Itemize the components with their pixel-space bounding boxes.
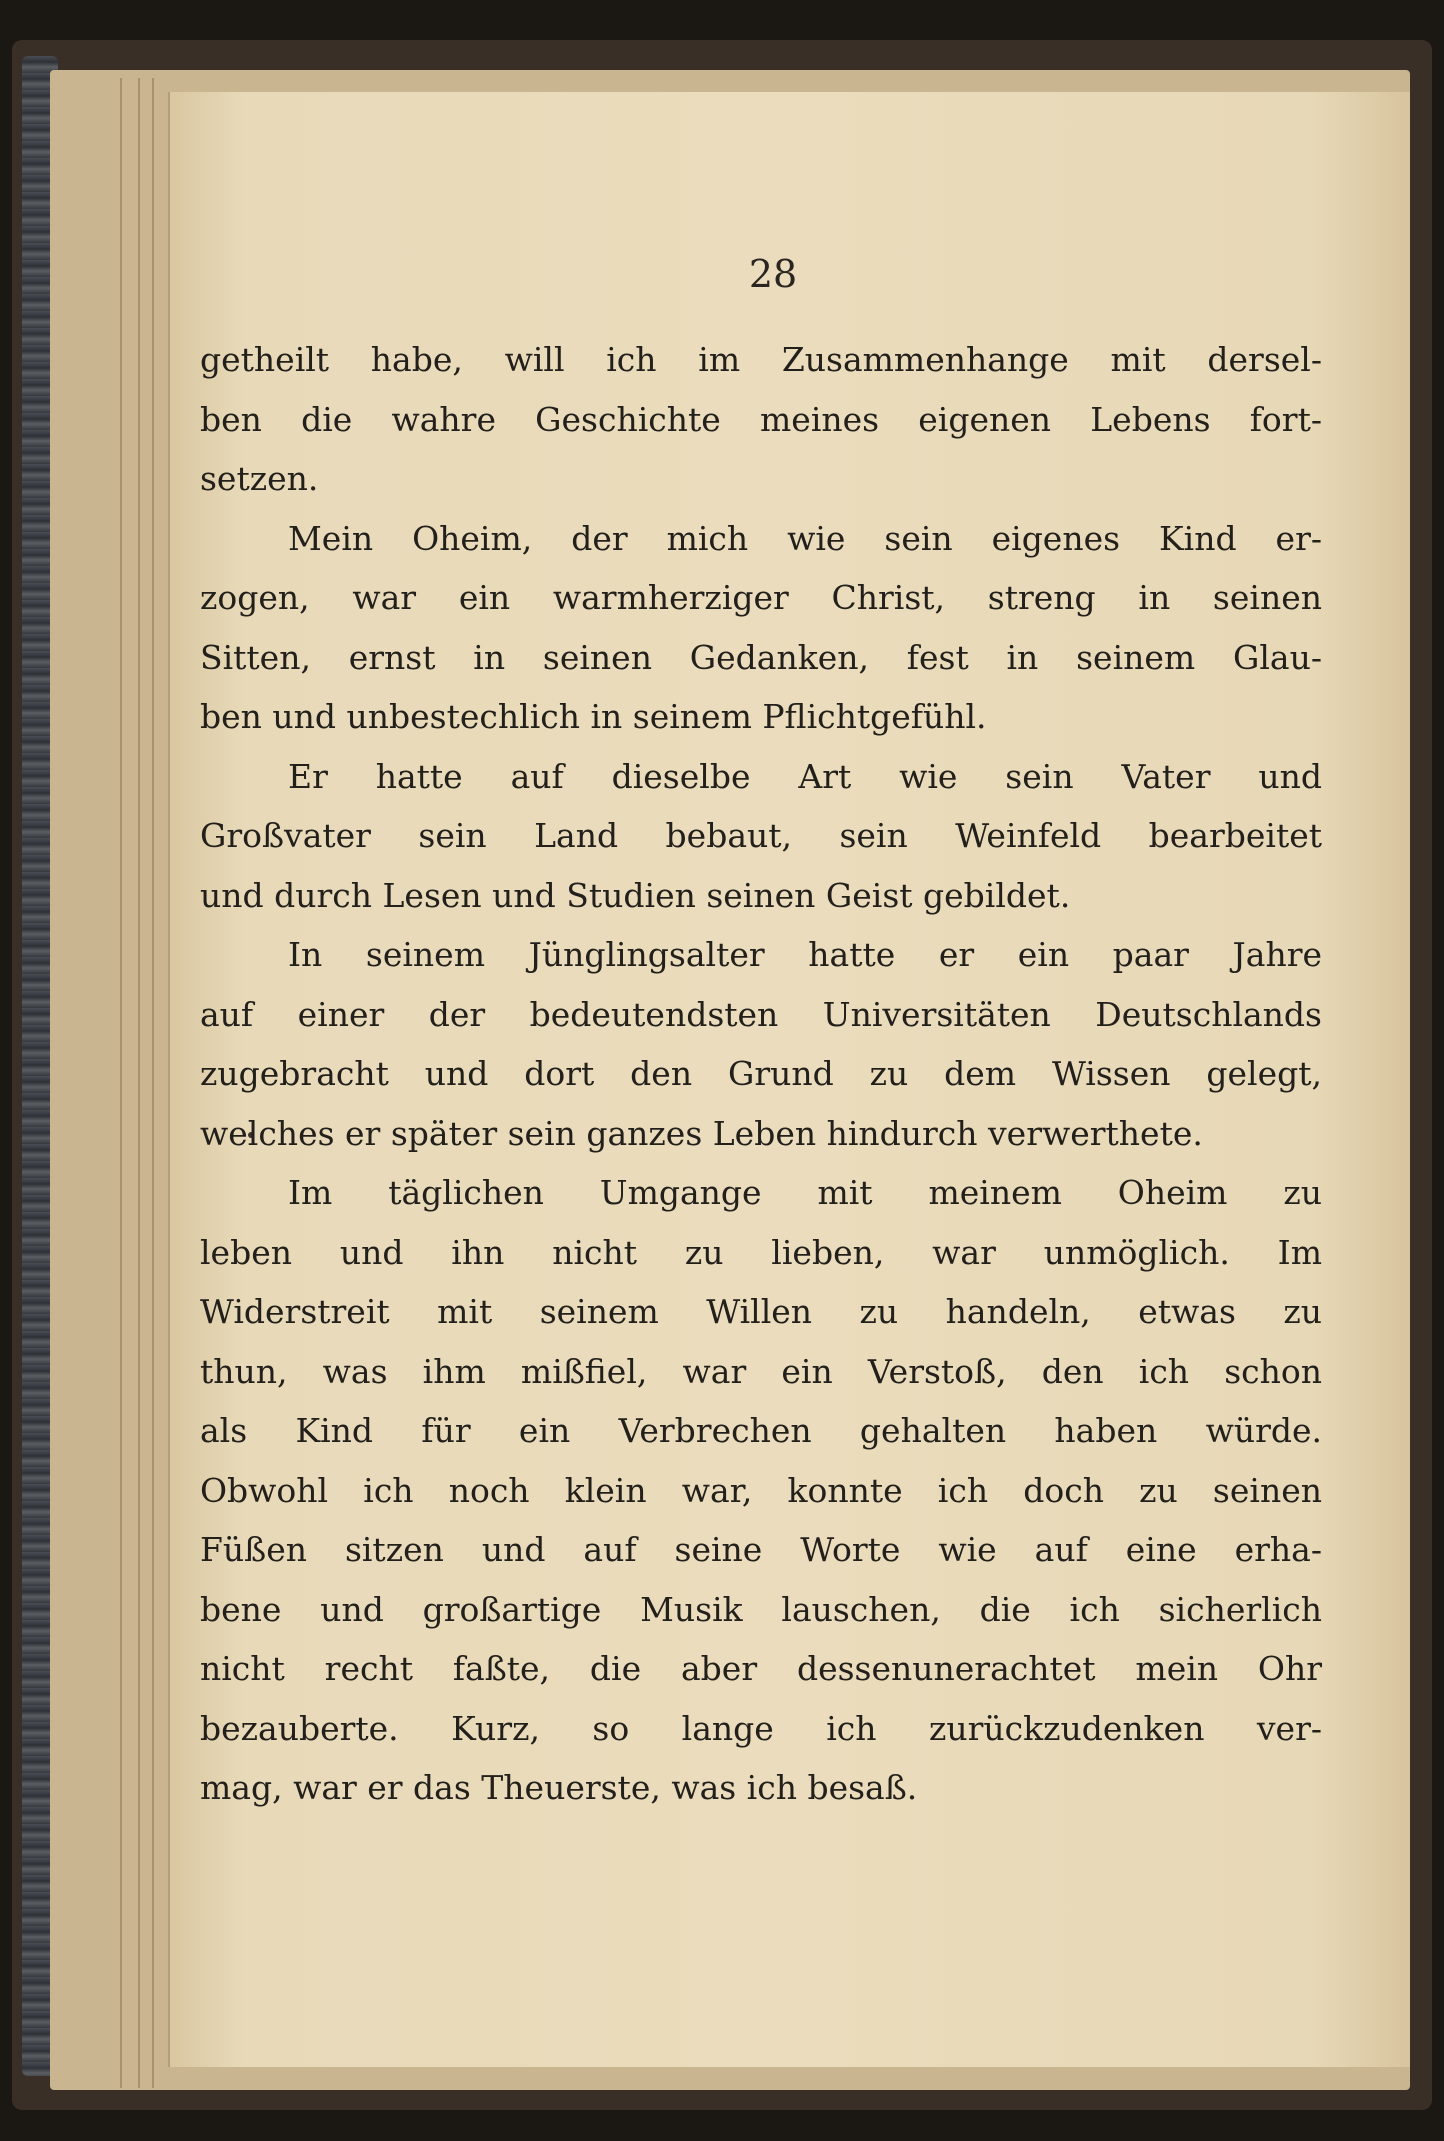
- text-line: welches er später sein ganzes Leben hindurch verwerthete.: [200, 1113, 1203, 1153]
- text-line: thun, was ihm mißfiel, war ein Verstoß, den ich schon: [200, 1351, 1322, 1391]
- text-line: Mein Oheim, der mich wie sein eigenes Kind er-: [288, 518, 1322, 558]
- text-line: Er hatte auf dieselbe Art wie sein Vater und: [288, 756, 1322, 796]
- text-line: ben und unbestechlich in seinem Pflichtgefühl.: [200, 697, 987, 736]
- text-line: bezauberte. Kurz, so lange ich zurückzudenken ver-: [200, 1708, 1322, 1748]
- text-line: Widerstreit mit seinem Willen zu handeln, etwas zu: [200, 1292, 1322, 1331]
- page-edge-line: [152, 78, 154, 2088]
- text-line: setzen.: [200, 459, 319, 498]
- text-line: zugebracht und dort den Grund zu dem Wissen gelegt,: [200, 1054, 1322, 1093]
- text-line: und durch Lesen und Studien seinen Geist gebildet.: [200, 875, 1071, 915]
- text-line: Sitten, ernst in seinen Gedanken, fest in seinem Glau-: [200, 637, 1322, 677]
- text-line: leben und ihn nicht zu lieben, war unmöglich. Im: [200, 1232, 1322, 1272]
- text-line: getheilt habe, will ich im Zusammenhange mit dersel-: [200, 340, 1322, 379]
- text-line: zogen, war ein warmherziger Christ, streng in seinen: [200, 578, 1322, 617]
- page-text: [200, 330, 1322, 1818]
- page-edge-line: [120, 78, 122, 2088]
- text-line: nicht recht faßte, die aber dessenunerachtet mein Ohr: [200, 1649, 1322, 1688]
- text-line: als Kind für ein Verbrechen gehalten haben würde.: [200, 1411, 1322, 1450]
- text-line: ben die wahre Geschichte meines eigenen Lebens fort-: [200, 399, 1322, 439]
- page-number: 28: [748, 252, 798, 296]
- page-edge-line: [138, 78, 140, 2088]
- text-line: mag, war er das Theuerste, was ich besaß.: [200, 1768, 918, 1807]
- text-line: In seinem Jünglingsalter hatte er ein paar Jahre: [288, 935, 1322, 974]
- text-line: bene und großartige Musik lauschen, die ich sicherlich: [200, 1589, 1322, 1629]
- text-line: Obwohl ich noch klein war, konnte ich doch zu seinen: [200, 1470, 1322, 1510]
- text-line: Füßen sitzen und auf seine Worte wie auf eine erha-: [200, 1530, 1322, 1569]
- text-line: Großvater sein Land bebaut, sein Weinfeld bearbeitet: [200, 816, 1322, 855]
- text-line: Im täglichen Umgange mit meinem Oheim zu: [288, 1173, 1322, 1212]
- text-line: auf einer der bedeutendsten Universitäten Deutschlands: [200, 994, 1322, 1034]
